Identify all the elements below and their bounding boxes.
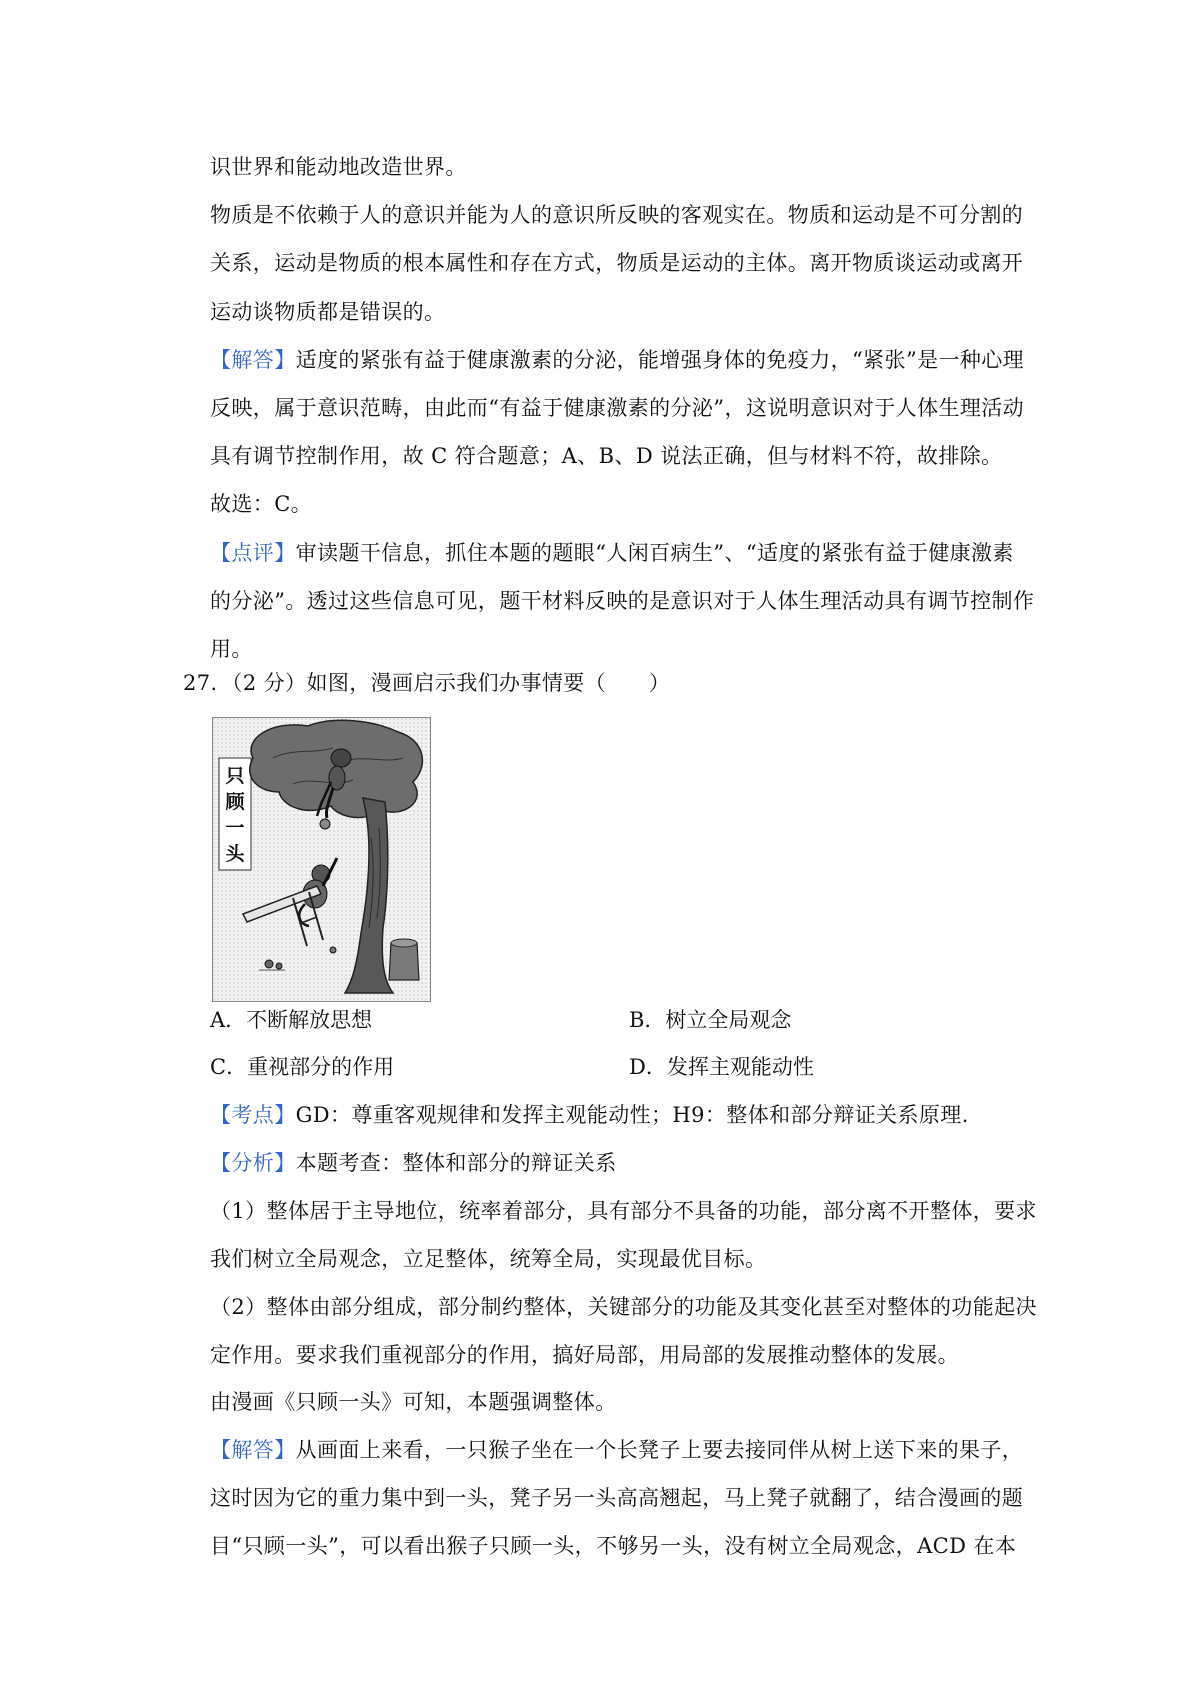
line-text: 定作用。要求我们重视部分的作用，搞好局部，用局部的发展推动整体的发展。: [210, 1342, 959, 1367]
text-line: [210, 297, 1030, 327]
section-tag: 【解答】: [210, 347, 296, 372]
text-line: [210, 538, 1030, 568]
option-b: B．树立全局观念: [629, 1008, 792, 1032]
line-text: 审读题干信息，抓住本题的题眼“人闲百病生”、“适度的紧张有益于健康激素: [295, 540, 1014, 565]
text-line: [210, 393, 1030, 423]
text-line: [210, 152, 1030, 182]
line-text: 物质是不依赖于人的意识并能为人的意识所反映的客观实在。物质和运动是不可分割的: [210, 203, 1024, 228]
comic-title-char: 顾: [225, 791, 245, 813]
comic-title: [221, 763, 249, 867]
line-text: 关系，运动是物质的根本属性和存在方式，物质是运动的主体。离开物质谈运动或离开: [210, 251, 1024, 276]
text-line: [210, 1340, 1030, 1370]
line-text: 目“只顾一头”，可以看出猴子只顾一头，不够另一头，没有树立全局观念，ACD 在本: [210, 1534, 1017, 1559]
text-line: [210, 1196, 1037, 1226]
text-line: [210, 586, 1035, 616]
option-c: C．重视部分的作用: [210, 1055, 395, 1079]
line-text: 用。: [210, 637, 253, 661]
line-text: 从画面上来看，一只猴子坐在一个长凳子上要去接同伴从树上送下来的果子，: [295, 1438, 1024, 1463]
comic-figure: [212, 717, 431, 1002]
line-text: 我们树立全局观念，立足整体，统筹全局，实现最优目标。: [210, 1246, 767, 1271]
text-line: [210, 1435, 1030, 1465]
text-line: [210, 1244, 1030, 1274]
line-text: 故选：C。: [210, 492, 313, 517]
option-d: D．发挥主观能动性: [629, 1055, 814, 1079]
comic-title-char: 一: [225, 817, 245, 839]
text-line: [210, 1483, 1030, 1513]
section-tag: 【解答】: [210, 1438, 296, 1463]
comic-title-char: 头: [225, 843, 245, 865]
line-text: 本题考查：整体和部分的辩证关系: [295, 1150, 617, 1175]
line-text: 适度的紧张有益于健康激素的分泌，能增强身体的免疫力，“紧张”是一种心理: [295, 347, 1025, 372]
line-text: 的分泌”。透过这些信息可见，题干材料反映的是意识对于人体生理活动具有调节控制作: [210, 588, 1035, 613]
text-line: [210, 441, 1030, 471]
text-line: [210, 489, 1030, 519]
section-tag: 【点评】: [210, 540, 296, 565]
text-line: [210, 1100, 1030, 1130]
text-line: [210, 1387, 1030, 1417]
text-line: [210, 200, 1030, 230]
line-text: 由漫画《只顾一头》可知，本题强调整体。: [210, 1390, 617, 1415]
text-line: [210, 345, 1030, 375]
section-tag: 【分析】: [210, 1150, 296, 1175]
line-text: GD：尊重客观规律和发挥主观能动性；H9：整体和部分辩证关系原理.: [295, 1103, 969, 1127]
option-a: A．不断解放思想: [210, 1008, 373, 1032]
section-tag: 【考点】: [210, 1103, 296, 1127]
line-text: （2）整体由部分组成，部分制约整体，关键部分的功能及其变化甚至对整体的功能起决: [210, 1294, 1037, 1319]
line-text: 具有调节控制作用，故 C 符合题意；A、B、D 说法正确，但与材料不符，故排除。: [210, 444, 1003, 469]
text-line: [210, 248, 1030, 278]
text-line: [210, 634, 1030, 664]
line-text: （1）整体居于主导地位，统率着部分，具有部分不具备的功能，部分离不开整体，要求: [210, 1198, 1037, 1223]
line-text: 这时因为它的重力集中到一头，凳子另一头高高翘起，马上凳子就翻了，结合漫画的题: [210, 1486, 1024, 1511]
comic-title-char: 只: [225, 765, 245, 787]
text-line: [210, 1148, 1030, 1178]
line-text: 运动谈物质都是错误的。: [210, 299, 446, 324]
line-text: 识世界和能动地改造世界。: [210, 155, 467, 179]
line-text: 反映，属于意识范畴，由此而“有益于健康激素的分泌”，这说明意识对于人体生理活动: [210, 396, 1025, 420]
question-27-stem: 27．（2 分）如图，漫画启示我们办事情要（ ）: [183, 671, 671, 695]
text-line: [210, 1292, 1037, 1322]
text-line: [210, 1531, 1030, 1561]
